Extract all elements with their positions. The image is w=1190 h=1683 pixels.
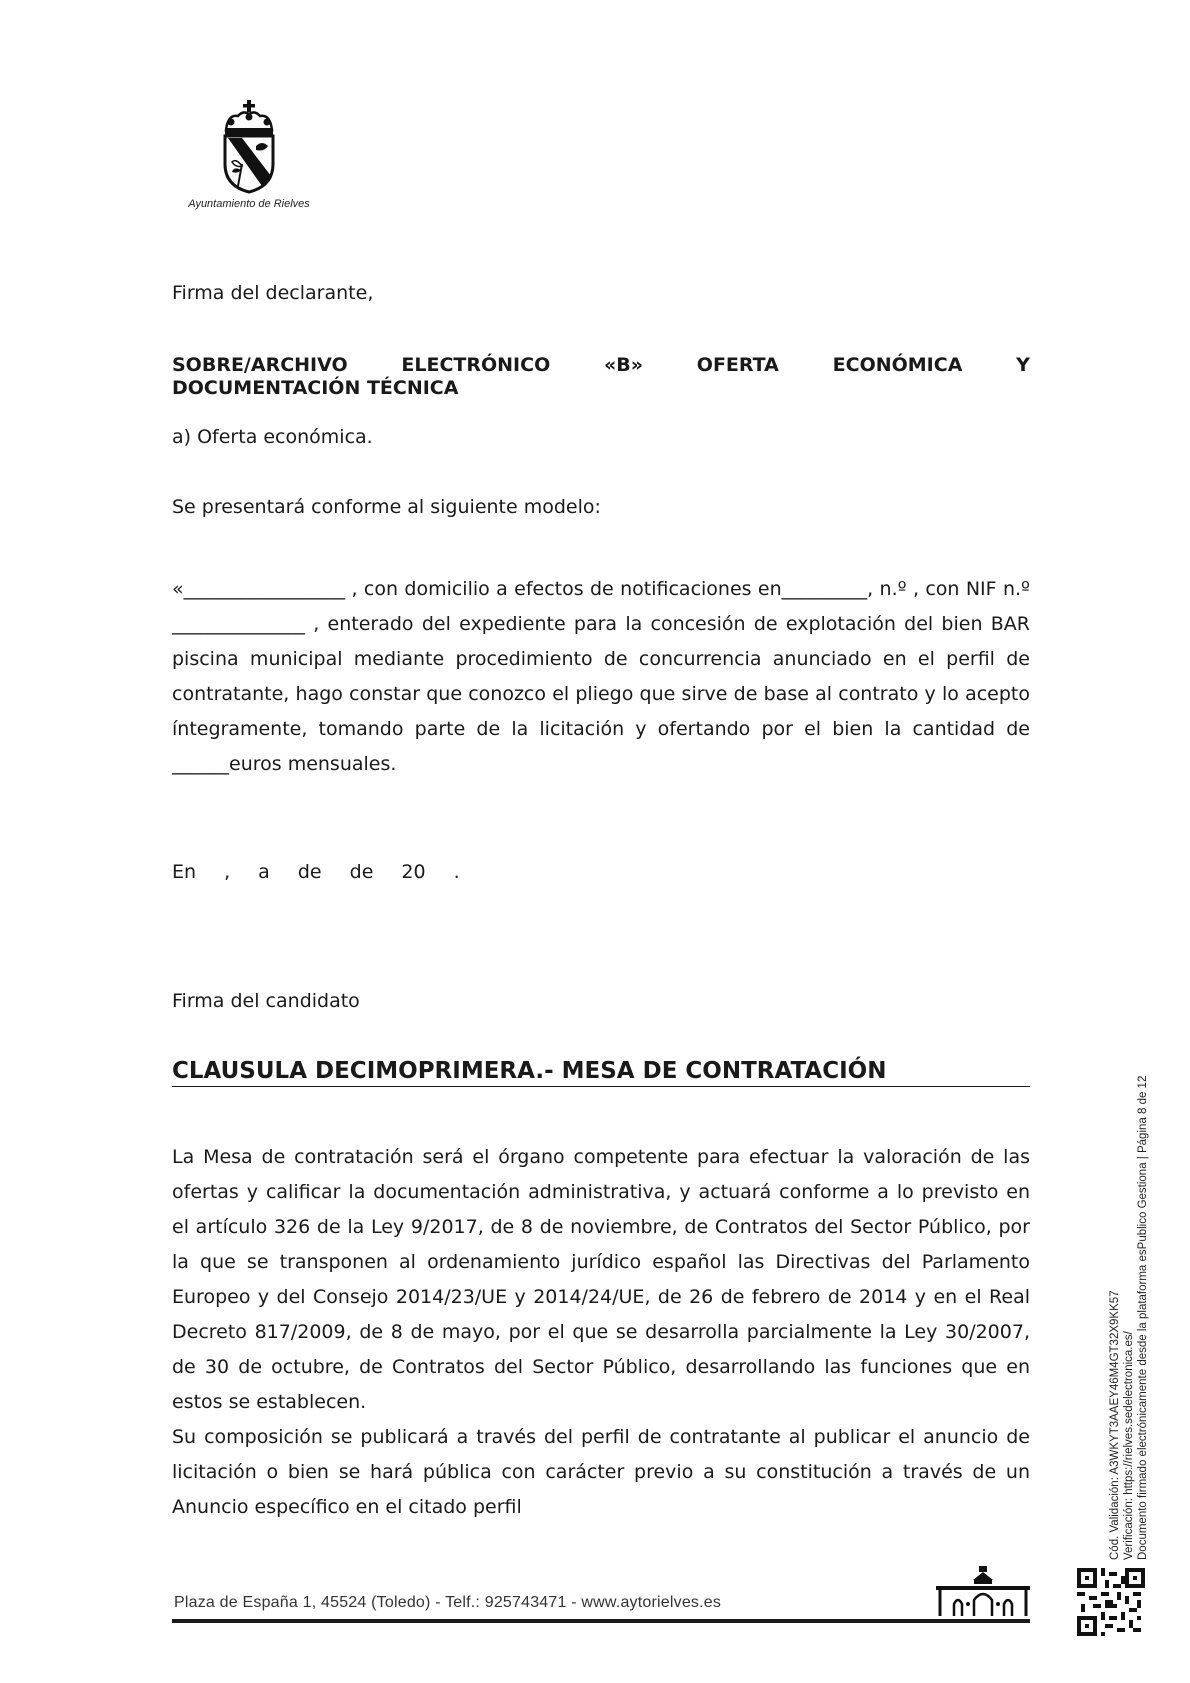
heading-word: ELECTRÓNICO [401, 354, 551, 376]
heading-word: ECONÓMICA [832, 354, 963, 376]
validation-code: Cód. Validación: A3WKYT3AAEY46M4GT32X9KK57 [1109, 1290, 1121, 1560]
clause-paragraph-1: La Mesa de contratación será el órgano competente para efectuar la valoración de las ofertas y calificar la documentación administrativa, y actuará conforme a lo previsto en el artículo 326 de la Ley 9/2017, de 8 de noviembre, de Contratos del Sector Público, por la que se transponen al ordenamiento jurídico español las Directivas del Parlamento Europeo y del Consejo 2014/23/UE y 2014/24/UE, de 26 de febrero de 2014 y en el Real Decreto 817/2009, de 8 de mayo, por el que se desarrolla parcialmente la Ley 30/2007, de 30 de octubre, de Contratos del Sector Público, desarrollando las funciones que en estos se establecen. [172, 1146, 1030, 1413]
heading-word: «B» [604, 354, 644, 376]
validation-stamp [1108, 1076, 1150, 1560]
section-b-heading-line1 [172, 354, 1030, 377]
heading-word: Y [1016, 354, 1030, 376]
municipal-logo [174, 100, 324, 212]
offer-model-paragraph: «_________________ , con domicilio a efectos de notificaciones en_________, n.º , con NIF n.º ______________ , enterado del expediente para la concesión de explotación del bien BAR piscina municipal mediante procedimiento de concurrencia anunciado en el perfil de contratante, hago constar que conozco el pliego que sirve de base al contrato y lo acepto íntegramente, tomando parte de la licitación y ofertando por el bien la cantidad de ______euros mensuales. [172, 578, 1030, 775]
heading-word: OFERTA [696, 354, 779, 376]
signature-declarante-text: Firma del declarante, [172, 282, 374, 304]
date-line: En , a de de 20 . [172, 861, 460, 883]
section-b-heading [172, 354, 1030, 400]
signature-candidato: Firma del candidato [172, 990, 360, 1012]
heading-word: SOBRE/ARCHIVO [172, 354, 348, 376]
signature-declarante [172, 276, 1030, 311]
footer-divider [172, 1619, 1030, 1623]
coat-of-arms-icon [216, 100, 282, 194]
clause-title: CLAUSULA DECIMOPRIMERA.- MESA DE CONTRATACIÓN [172, 1058, 1030, 1087]
section-b-heading-line2: DOCUMENTACIÓN TÉCNICA [172, 377, 459, 399]
model-intro: Se presentará conforme al siguiente modelo: [172, 496, 601, 518]
item-a-oferta: a) Oferta económica. [172, 426, 373, 448]
footer-address: Plaza de España 1, 45524 (Toledo) - Telf.: 925743471 - www.aytorielves.es [174, 1594, 722, 1611]
clause-paragraph-2: Su composición se publicará a través del perfil de contratante al publicar el anuncio de licitación o bien se hará pública con carácter previo a su constitución a través de un Anuncio específico en el citado perfil [172, 1426, 1030, 1518]
logo-caption: Ayuntamiento de Rielves [188, 198, 310, 210]
town-hall-building-icon [934, 1566, 1032, 1618]
validation-url: Verificación: https://rielves.sedelectronica.es/ [1123, 1331, 1135, 1560]
validation-note: Documento firmado electrónicamente desde la plataforma esPublico Gestiona | Página 8 de 12 [1137, 1075, 1149, 1560]
qr-code-icon [1077, 1568, 1145, 1636]
